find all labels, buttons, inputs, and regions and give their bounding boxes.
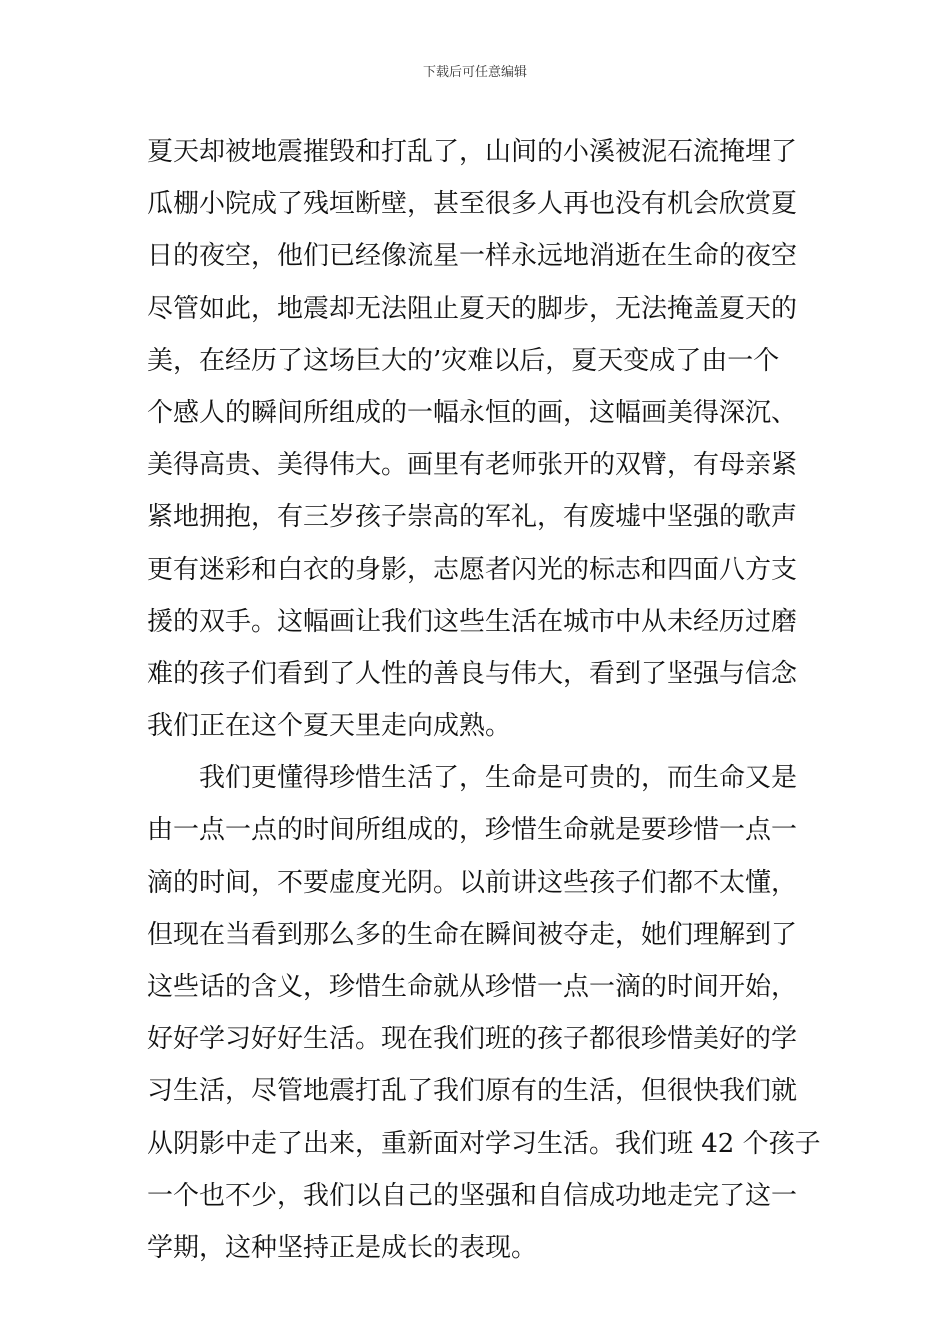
text-line: 夏天却被地震摧毁和打乱了，山间的小溪被泥石流掩埋了 — [147, 137, 798, 167]
text-line: 个感人的瞬间所组成的一幅永恒的画，这幅画美得深沉、 — [147, 397, 798, 428]
text-line: 美得高贵、美得伟大。画里有老师张开的双臂，有母亲紧 — [147, 450, 798, 481]
text-line: 难的孩子们看到了人性的善良与伟大，看到了坚强与信念 — [147, 658, 798, 689]
paragraph-2 — [147, 752, 821, 1274]
text-line: 但现在当看到那么多的生命在瞬间被夺走，她们理解到了 — [147, 919, 798, 950]
text-line: 好好学习好好生活。现在我们班的孩子都很珍惜美好的学 — [147, 1024, 798, 1055]
text-line: 一个也不少，我们以自己的坚强和自信成功地走完了这一 — [147, 1180, 798, 1211]
text-line: 从阴影中走了出来，重新面对学习生活。我们班 42 个孩子 — [147, 1128, 821, 1159]
document-body — [147, 126, 821, 1274]
text-line: 瓜棚小院成了残垣断壁，甚至很多人再也没有机会欣赏夏 — [147, 189, 798, 220]
paragraph-1 — [147, 126, 807, 752]
text-line: 尽管如此，地震却无法阻止夏天的脚步，无法掩盖夏天的 — [147, 293, 798, 324]
page-header: 下载后可任意编辑 — [422, 65, 527, 80]
text-line: 滴的时间，不要虚度光阴。以前讲这些孩子们都不太懂， — [147, 867, 798, 898]
text-line: 援的双手。这幅画让我们这些生活在城市中从未经历过磨 — [147, 606, 798, 637]
text-line: 我们正在这个夏天里走向成熟。 — [147, 711, 512, 742]
text-line: 更有迷彩和白衣的身影，志愿者闪光的标志和四面八方支 — [147, 554, 798, 585]
text-line-indented: 我们更懂得珍惜生活了，生命是可贵的，而生命又是 — [199, 763, 798, 794]
text-line: 日的夜空，他们已经像流星一样永远地消逝在生命的夜空 — [147, 241, 798, 272]
text-line: 这些话的含义，珍惜生命就从珍惜一点一滴的时间开始， — [147, 972, 798, 1002]
text-line: 由一点一点的时间所组成的，珍惜生命就是要珍惜一点一 — [147, 815, 798, 846]
text-line: 紧地拥抱，有三岁孩子崇高的军礼，有废墟中坚强的歌声 — [147, 502, 798, 533]
text-line: 习生活，尽管地震打乱了我们原有的生活，但很快我们就 — [147, 1076, 798, 1107]
text-line: 学期，这种坚持正是成长的表现。 — [147, 1232, 538, 1263]
text-line: 美，在经历了这场巨大的’灾难以后，夏天变成了由一个 — [147, 345, 780, 376]
